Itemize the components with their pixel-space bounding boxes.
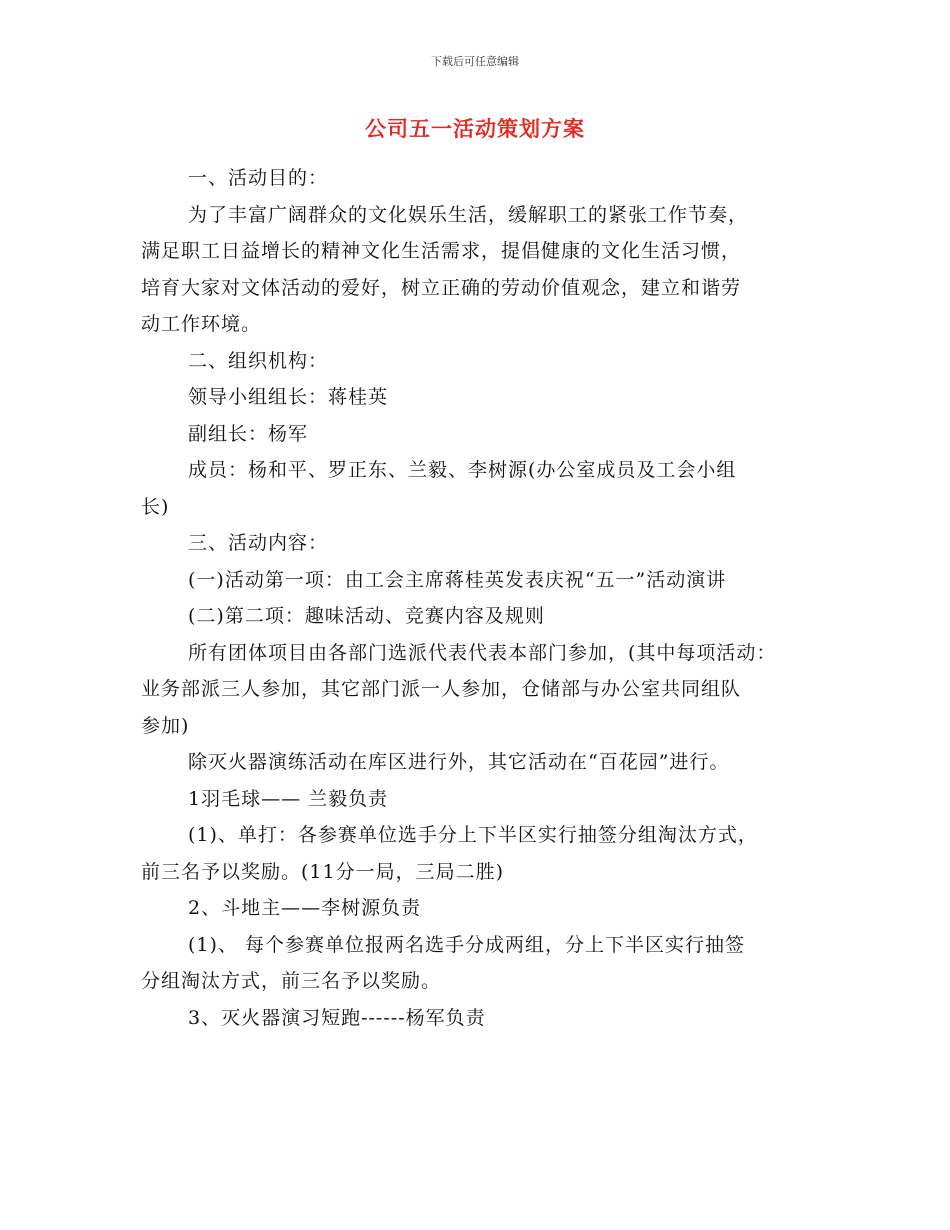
paragraph-line: 除灭火器演练活动在库区进行外，其它活动在“百花园”进行。 bbox=[188, 751, 730, 773]
document-title: 公司五一活动策划方案 bbox=[365, 117, 585, 141]
paragraph-line: 1羽毛球—— 兰毅负责 bbox=[188, 787, 389, 810]
paragraph-line: (1)、单打：各参赛单位选手分上下半区实行抽签分组淘汰方式， bbox=[188, 824, 758, 846]
paragraph-line: 三、活动内容： bbox=[188, 532, 329, 554]
paragraph-line: 参加) bbox=[141, 714, 190, 737]
paragraph-line: 副组长：杨军 bbox=[188, 422, 309, 445]
paragraph-line: (一)活动第一项：由工会主席蒋桂英发表庆祝“五一”活动演讲 bbox=[188, 568, 727, 591]
paragraph-line: (二)第二项：趣味活动、竞赛内容及规则 bbox=[188, 605, 545, 627]
paragraph-line: 二、组织机构： bbox=[188, 349, 329, 372]
paragraph-line: 满足职工日益增长的精神文化生活需求，提倡健康的文化生活习惯， bbox=[141, 240, 742, 262]
header-note: 下载后可任意编辑 bbox=[431, 55, 519, 68]
paragraph-line: (1)、 每个参赛单位报两名选手分成两组，分上下半区实行抽签 bbox=[188, 933, 745, 956]
paragraph-line: 培育大家对文体活动的爱好，树立正确的劳动价值观念，建立和谐劳 bbox=[141, 276, 742, 299]
paragraph-line: 长) bbox=[141, 495, 170, 518]
paragraph-line: 为了丰富广阔群众的文化娱乐生活，缓解职工的紧张工作节奏， bbox=[188, 203, 749, 226]
paragraph-line: 前三名予以奖励。(11分一局，三局二胜) bbox=[141, 860, 505, 883]
paragraph-line: 3、灭火器演习短跑------杨军负责 bbox=[188, 1006, 486, 1029]
paragraph-line: 业务部派三人参加，其它部门派一人参加，仓储部与办公室共同组队 bbox=[141, 678, 742, 700]
paragraph-line: 成员：杨和平、罗正东、兰毅、李树源(办公室成员及工会小组 bbox=[188, 459, 737, 481]
document-body bbox=[141, 160, 811, 1036]
paragraph-line: 领导小组组长：蒋桂英 bbox=[188, 386, 389, 408]
paragraph-line: 一、活动目的： bbox=[188, 167, 329, 189]
paragraph-line: 分组淘汰方式，前三名予以奖励。 bbox=[141, 970, 442, 992]
paragraph-line: 2、斗地主——李树源负责 bbox=[188, 897, 422, 919]
paragraph-line: 所有团体项目由各部门选派代表代表本部门参加，(其中每项活动： bbox=[188, 641, 777, 664]
paragraph-line: 动工作环境。 bbox=[141, 313, 262, 335]
